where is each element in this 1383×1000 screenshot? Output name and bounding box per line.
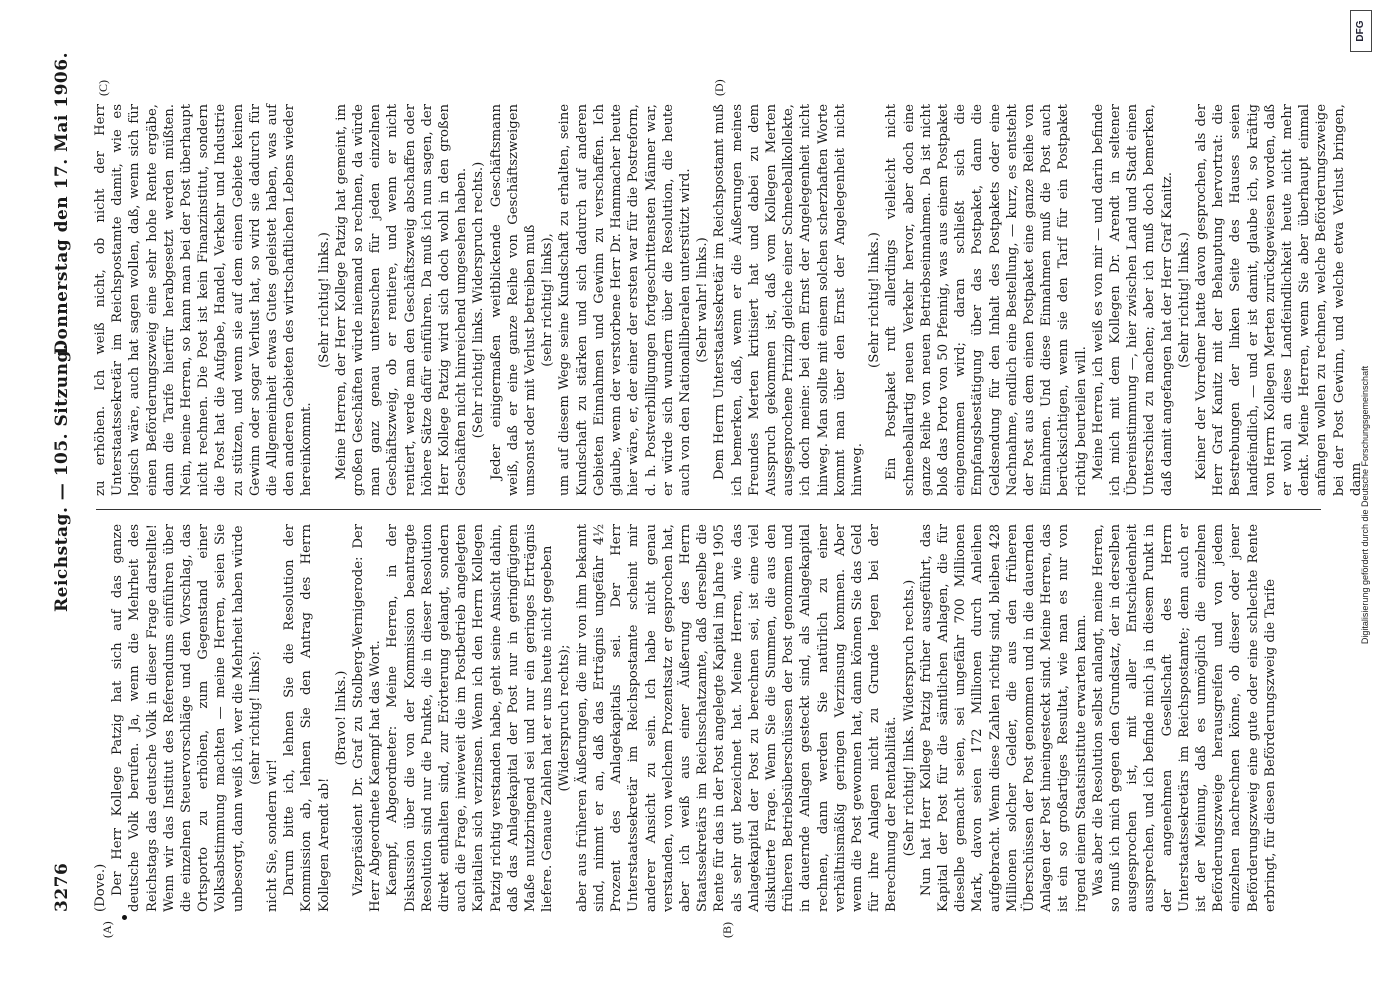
speaker-label: (Dove.) <box>93 863 108 912</box>
paragraph: Jeder einigermaßen weitblickende Geschäftsmann weiß, daß er eine ganze Reihe von Geschäftszweigen umsonst oder mit Verlust betreiben muß <box>488 104 539 496</box>
paragraph: Meine Herren, ich weiß es von mir — und darin befinde ich mich mit dem Kollegen Dr. Arendt in seltener Übereinstimmung —, hier zwischen Land und Stadt einen Unterschied zu machen; aber ich muß doch bemerken, daß damit angefangen hat der Herr Graf Kanitz. <box>1090 104 1175 496</box>
bullet-mark <box>122 915 127 920</box>
paragraph: zu erhöhen. Ich weiß nicht, ob nicht der Herr Unterstaatssekretär im Reichspostamte damit, wie es logisch wäre, auch hat sagen wollen, daß, wenn sich für einen Beförderungszweig eine sehr hohe Rente ergäbe, dann die Tarife hierfür herabgesetzt werden müßten. Nein, meine Herren, so kann man bei der Post überhaupt nicht rechnen. Die Post ist kein Finanzinstitut, sondern die Post hat die Aufgabe, Handel, Verkehr und Industrie zu stützen, und wenn sie auf dem einen Gebiete keinen Gewinn oder sogar Verlust hat, so wird sie dadurch für die Allgemeinheit etwas Gutes geleistet haben, was auf den anderen Gebieten des wirtschaftlichen Lebens wieder hereinkommt. <box>93 104 315 496</box>
paragraph: Dem Herrn Unterstaatssekretär im Reichspostamt muß ich bemerken, daß, wenn er die Äußerungen meines Freundes Merten kritisiert hat und dabei zu dem Ausspruch gekommen ist, daß vom Kollegen Merten ausgesprochene Prinzip gleiche einer Schneeballkollekte, ich doch meine: bei dem Ernst der Angelegenheit nicht hinweg. Man sollte mit einem solchen scherzhaften Worte kommt man über den Ernst der Angelegenheit nicht hinweg. <box>712 104 865 496</box>
paragraph: Keiner der Vorredner hatte davon gesprochen, als der Herr Graf Kanitz mit der Behauptung hervortrat: die Bestrebungen der linken Seite des Hauses seien landfeindlich, — und er ist damit, glaube ich, so kräftig von Herrn Kollegen Merten zurückgewiesen worden, daß er wohl an diese Landfeindlichkeit heute nicht mehr denkt. Meine Herren, wenn Sie aber überhaupt einmal anfangen wollen zu rechnen, welche Beförderungszweige bei der Post Gewinn, und welche etwa Verlust bringen, dann <box>1194 104 1364 496</box>
margin-marker-c: (C) <box>96 80 110 96</box>
page-header <box>40 52 80 912</box>
interjection: (sehr richtig! links): <box>247 651 263 785</box>
paragraph: aber aus früheren Äußerungen, die mir von ihm bekannt sind, nimmt er an, daß das Erträgnis ungefähr 4½ Prozent des Anlagekapitals sei. Der Herr Unterstaatssekretär im Reichspostamte scheint mir anderer Ansicht zu sein. Ich habe nicht genau verstanden, von welchem Prozentsatz er gesprochen hat, aber ich weiß aus einer Äußerung des Herrn Staatssekretärs im Reichsschatzamte, daß derselbe die Rente für das in der Post angelegte Kapital im Jahre 1905 als sehr gut bezeichnet hat. Meine Herren, wie das Anlagekapital der Post zu berechnen sei, ist eine viel diskutierte Frage. Wenn Sie die Summen, die aus den früheren Betriebsüberschüssen der Post genommen und in dauernde Anlagen gesteckt sind, als Anlagekapital rechnen, dann werden Sie natürlich zu einer verhältnismäßig geringen Verzinsung kommen. Aber wenn die Post gewonnen hat, dann können Sie das Geld für ihre Anlagen nicht zu Grunde legen bei der Berechnung der Rentabilität. <box>574 524 900 912</box>
paragraph: Darum bitte ich, lehnen Sie die Resolution der Kommission ab, lehnen Sie den Antrag des Herrn Kollegen Arendt ab! <box>282 524 332 912</box>
paragraph: Was aber die Resolution selbst anlangt, meine Herren, so muß ich mich gegen den Grundsatz, der in derselben ausgesprochen ist, mit aller Entschiedenheit aussprechen, und ich befinde mich ja in diesem Punkt in der angenehmen Gesellschaft des Herrn Unterstaatssekretärs im Reichspostamte; denn auch er ist der Meinung, daß es unmöglich die einzelnen Beförderungszweige herausgreifen und von jedem einzelnen nachrechnen könne, ob dieser oder jener Beförderungszweig eine gute oder eine schlechte Rente erbringt, für diesen Beförderungszweig die Tarife <box>1090 524 1278 912</box>
paragraph: Ein Postpaket ruft allerdings vielleicht nicht schneeballartig neuen Verkehr hervor, aber doch eine ganze Reihe von neuen Betriebseinnahmen. Da ist nicht bloß das Porto von 50 Pfennig, was aus einem Postpaket eingenommen wird; daran schließt sich die Empfangsbestätigung über das Postpaket, dann die Geldsendung für den Inhalt des Postpakets oder eine Nachnahme, endlich eine Bestellung, — kurz, es entsteht der Post aus dem einen Postpaket eine ganze Reihe von Einnahmen. Und diese Einnahmen muß die Post auch berücksichtigen, wenn sie den Tarif für ein Postpaket richtig beurteilen will. <box>884 104 1089 496</box>
interjection: (Sehr wahr! links.) <box>695 237 711 363</box>
interjection: (Sehr richtig! links.) <box>867 232 883 368</box>
interjection: (Sehr richtig! links. Widerspruch rechts.) <box>471 161 487 439</box>
interjection: (Sehr richtig! links.) <box>316 232 332 368</box>
paragraph: Der Herr Kollege Patzig hat sich auf das ganze deutsche Volk berufen. Ja, wenn die Mehrheit des Reichstags das deutsche Volk in dieser Frage darstellte! Wenn wir das Institut des Referendums einführen über die einzelnen Steuervorschläge und den Vorschlag, das Ortsporto zu erhöhen, zum Gegenstand einer Volksabstimmung machten — meine Herren, seien Sie unbesorgt, dann weiß ich, wer die Mehrheit haben würde <box>110 524 246 912</box>
column-divider <box>96 509 1321 510</box>
interjection: (Sehr richtig! links.) <box>1176 232 1192 368</box>
paragraph: Meine Herren, der Herr Kollege Patzig hat gemeint, im großen Geschäften würde niemand so rechnen, da würde man ganz genau untersuchen für jeden einzelnen Geschäftszweig, ob er rentiere, und wenn er nicht rentiert, werde man den Geschäftszweig abschaffen oder höhere Sätze dafür einführen. Da muß ich nun sagen, der Herr Kollege Patzig wird sich doch wohl in den großen Geschäften nicht hinreichend umgesehen haben. <box>333 104 470 496</box>
sitting-title: Reichstag. — 105. Sitzung. <box>52 343 72 612</box>
page-number: 3276 <box>52 862 72 912</box>
margin-marker-d: (D) <box>712 79 726 96</box>
paragraph: Nun hat Herr Kollege Patzig früher ausgeführt, das Kapital der Post für die sämtlichen Anlagen, die für dieselbe gemacht seien, sei ungefähr 700 Millionen Mark, davon seien 172 Millionen durch Anleihen aufgebracht. Wenn diese Zahlen richtig sind, bleiben 428 Millionen solcher Gelder, die aus den früheren Überschüssen der Post genommen und in die dauernden Anlagen der Post hineingesteckt sind. Meine Herren, das ist ein so großartiges Resultat, wie man es nur von irgend einem Staatsinstitute erwarten kann. <box>918 524 1089 912</box>
margin-marker-b: (B) <box>720 922 734 938</box>
interjection: (Sehr richtig! links. Widerspruch rechts.) <box>901 579 917 857</box>
right-column <box>92 104 1364 496</box>
paragraph: Kaempf, Abgeordneter: Meine Herren, in der Diskussion über die von der Kommission beantragte Resolution sind nur die Punkte, die in dieser Resolution direkt enthalten sind, zur Erörterung gelangt, sondern auch die Frage, inwieweit die im Postbetrieb angelegten Kapitalien sich verzinsen. Wenn ich den Herrn Kollegen Patzig richtig verstanden habe, geht seine Ansicht dahin, daß das Anlagekapital der Post nur in geringfügigem Maße nutzbringend sei und nur ein geringes Erträgnis liefere. Genaue Zahlen hat er uns heute nicht gegeben <box>385 524 556 912</box>
left-column <box>92 524 1322 912</box>
margin-marker-a: (A) <box>100 921 114 938</box>
dfg-logo: DFG <box>1350 10 1372 52</box>
interjection: (Widerspruch rechts); <box>557 644 573 792</box>
paragraph: um auf diesem Wege seine Kundschaft zu erhalten, seine Kundschaft zu stärken und sich dadurch auf anderen Gebieten Einnahmen und Gewinn zu verschaffen. Ich glaube, wenn der verstorbene Herr Dr. Hammacher heute hier wäre, er, der einer der ersten war für die Postreform, d. h. Postverbilligungen fortgeschrittensten Männer war, er würde sich wundern über die Resolution, die heute auch von den Nationalliberalen unterstützt wird. <box>557 104 693 496</box>
digitization-credit: Digitalisierung gefördert durch die Deutsche Forschungsgemeinschaft <box>1360 365 1370 645</box>
paragraph: nicht Sie, sondern wir! <box>265 758 281 912</box>
interjection: (Bravo! links.) <box>333 670 349 766</box>
paragraph: Vizepräsident Dr. Graf zu Stolberg-Wernigerode: Der Herr Abgeordnete Kaempf hat das Wort. <box>351 524 384 912</box>
interjection: (sehr richtig! links), <box>540 233 556 367</box>
session-date: Donnerstag den 17. Mai 1906. <box>52 52 72 355</box>
